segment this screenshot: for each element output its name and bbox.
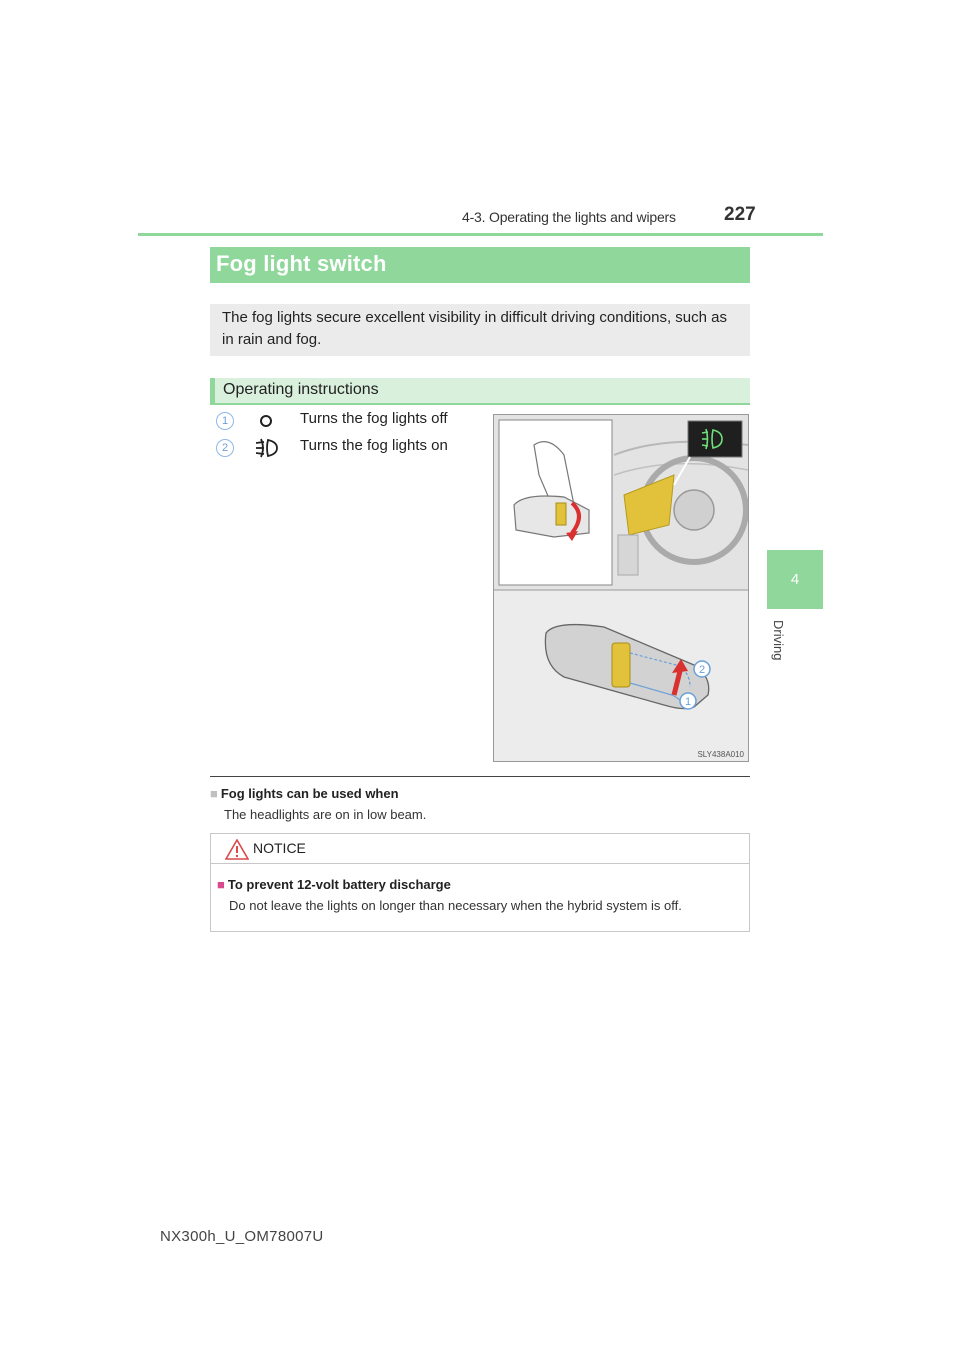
item-number: 2: [216, 439, 234, 457]
notice-title: NOTICE: [253, 840, 306, 856]
section-divider: [210, 776, 750, 777]
intro-text: The fog lights secure excellent visibility in difficult driving conditions, such as in rain and fog.: [222, 309, 727, 348]
off-circle-icon: [254, 410, 278, 432]
item-text: Turns the fog lights on: [300, 437, 448, 454]
note-heading-text: Fog lights can be used when: [220, 786, 399, 801]
fog-switch-illustration: [494, 415, 748, 761]
page-number: 227: [724, 204, 756, 225]
note-body: The headlights are on in low beam.: [224, 807, 427, 822]
notice-header: [211, 834, 749, 864]
fog-switch-figure: [493, 414, 749, 762]
notice-heading-text: To prevent 12-volt battery discharge: [227, 877, 451, 892]
intro-box: [210, 304, 750, 356]
warning-triangle-icon: [225, 839, 249, 860]
title-bar: [210, 247, 750, 283]
document-code: NX300h_U_OM78007U: [160, 1228, 324, 1245]
notice-body: Do not leave the lights on longer than necessary when the hybrid system is off.: [229, 898, 682, 913]
header-rule: [138, 233, 823, 236]
fog-light-icon: [254, 437, 278, 459]
chapter-label-text: Driving: [771, 620, 786, 661]
section-title: 4-3. Operating the lights and wipers: [462, 209, 676, 225]
page-title: Fog light switch: [216, 251, 387, 276]
subheading: Operating instructions: [223, 381, 379, 398]
notice-box: [210, 833, 750, 932]
notice-heading: [217, 877, 451, 892]
chapter-tab[interactable]: 4: [767, 550, 823, 609]
figure-code: SLY438A010: [697, 750, 744, 759]
item-text: Turns the fog lights off: [300, 410, 448, 427]
note-heading: [210, 786, 399, 801]
subheading-bar: [210, 378, 750, 405]
item-number: 1: [216, 412, 234, 430]
bullet-square-icon: ■: [210, 786, 218, 801]
chapter-label: [762, 620, 798, 680]
callout-2: 2: [698, 664, 706, 676]
callout-1: 1: [684, 696, 692, 708]
bullet-square-icon: ■: [217, 877, 225, 892]
